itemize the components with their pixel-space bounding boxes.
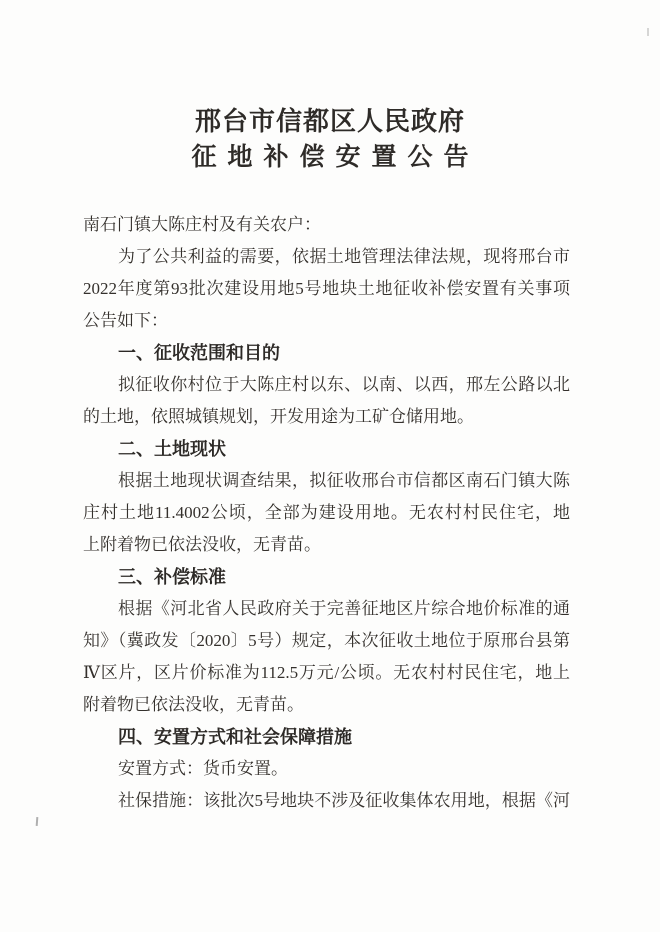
section-3-line-1: 根据《河北省人民政府关于完善征地区片综合地价标准的通: [118, 599, 570, 618]
salutation-line: 南石门镇大陈庄村及有关农户：: [83, 215, 321, 234]
section-2-line-3: 上附着物已依法没收，无青苗。: [83, 535, 321, 554]
section-4-line-1: 安置方式：货币安置。: [118, 759, 288, 778]
notice-title-subject: 征地补偿安置公告: [191, 144, 480, 171]
notice-body: [83, 209, 570, 817]
intro-line-1: 为了公共利益的需要，依据土地管理法律法规，现将邢台市: [118, 247, 570, 266]
intro-line-3: 公告如下：: [83, 311, 168, 330]
section-3-line-4: 附着物已依法没收，无青苗。: [83, 695, 304, 714]
section-1-heading: 一、征收范围和目的: [118, 343, 280, 363]
section-4-line-2: 社保措施：该批次5号地块不涉及征收集体农用地，根据《河: [118, 791, 570, 810]
section-2-line-2: 庄村土地11.4002公顷，全部为建设用地。无农村村民住宅，地: [83, 503, 570, 522]
section-3-line-2: 知》（冀政发〔2020〕5号）规定，本次征收土地位于原邢台县第: [83, 631, 570, 650]
intro-line-2: 2022年度第93批次建设用地5号地块土地征收补偿安置有关事项: [83, 279, 570, 298]
section-2-heading: 二、土地现状: [118, 439, 226, 459]
notice-title-block: [0, 104, 660, 176]
scan-artifact: [36, 817, 39, 826]
section-3-heading: 三、补偿标准: [118, 567, 226, 587]
section-4-heading: 四、安置方式和社会保障措施: [118, 727, 352, 747]
section-1-line-2: 的土地，依照城镇规划，开发用途为工矿仓储用地。: [83, 407, 474, 426]
notice-title-authority: 邢台市信都区人民政府: [194, 107, 465, 136]
section-3-line-3: Ⅳ区片，区片价标准为112.5万元/公顷。无农村村民住宅，地上: [83, 663, 570, 682]
section-2-line-1: 根据土地现状调查结果，拟征收邢台市信都区南石门镇大陈: [118, 471, 570, 490]
scan-artifact: [647, 28, 649, 36]
section-1-line-1: 拟征收你村位于大陈庄村以东、以南、以西，邢左公路以北: [118, 375, 570, 394]
